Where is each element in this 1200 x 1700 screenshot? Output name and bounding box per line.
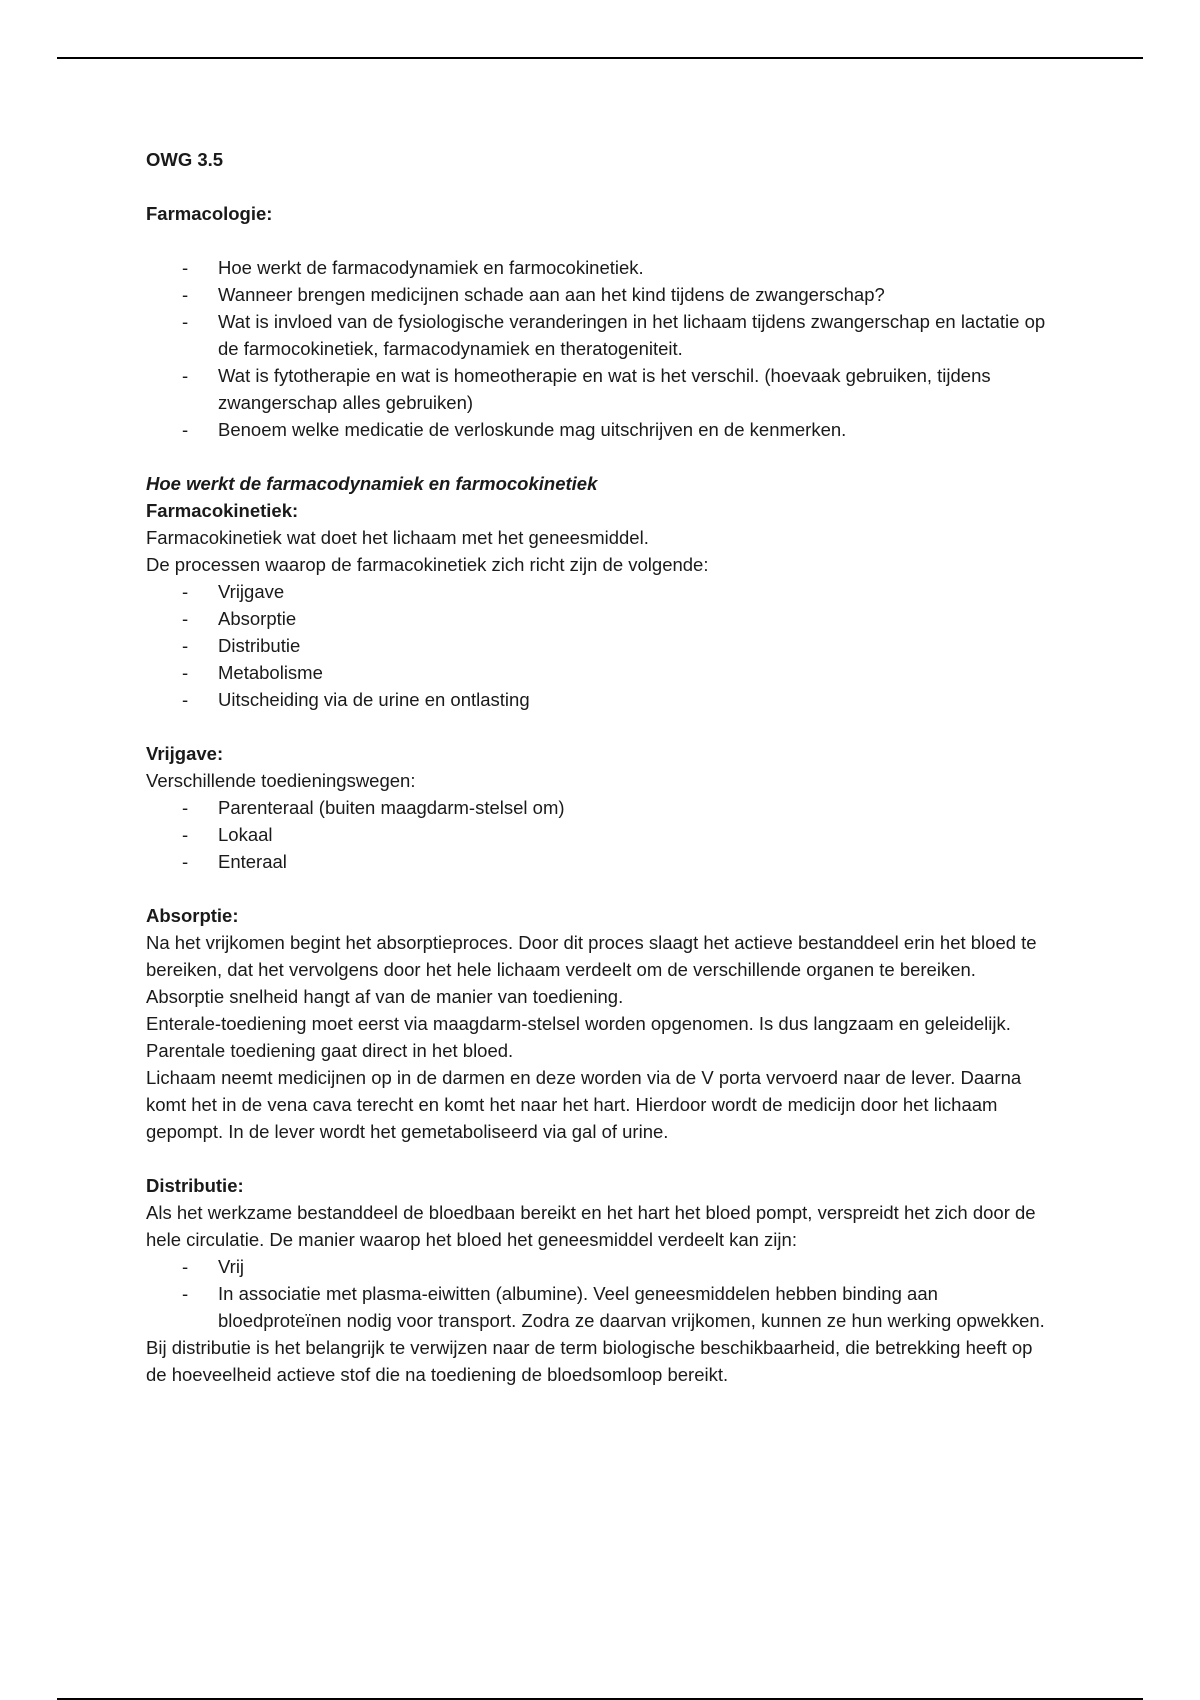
- paragraph: Absorptie snelheid hangt af van de manier van toediening.: [146, 986, 624, 1007]
- section-title: Hoe werkt de farmacodynamiek en farmocokinetiek: [146, 473, 598, 494]
- document-code: OWG 3.5: [146, 149, 224, 170]
- question-item: - Wat is fytotherapie en wat is homeotherapie en wat is het verschil. (hoevaak gebruiken, tijdens zwangerschap alles gebruiken): [146, 362, 1056, 416]
- paragraph: Bij distributie is het belangrijk te verwijzen naar de term biologische beschikbaarheid, die betrekking heeft op de hoeveelheid actieve stof die na toediening de bloedsomloop bereikt.: [146, 1337, 1033, 1385]
- route-item: - Lokaal: [146, 821, 1056, 848]
- question-item: - Benoem welke medicatie de verloskunde mag uitschrijven en de kenmerken.: [146, 416, 1056, 443]
- paragraph: Na het vrijkomen begint het absorptieproces. Door dit proces slaagt het actieve bestanddeel erin het bloed te bereiken, dat het vervolgens door het hele lichaam verdeelt om de verschillende organen te bereiken.: [146, 932, 1037, 980]
- farmacologie-heading: Farmacologie:: [146, 203, 273, 224]
- distribution-list: [146, 1253, 1056, 1334]
- process-item: - Vrijgave: [146, 578, 1056, 605]
- page-content: [146, 146, 1056, 1388]
- route-item: - Enteraal: [146, 848, 1056, 875]
- paragraph: Lichaam neemt medicijnen op in de darmen en deze worden via de V porta vervoerd naar de lever. Daarna komt het in de vena cava terecht en komt het naar het hart. Hierdoor wordt de medicijn door het lichaam gepompt. In de lever wordt het gemetaboliseerd via gal of urine.: [146, 1067, 1022, 1142]
- process-list: [146, 578, 1056, 713]
- paragraph: Enterale-toediening moet eerst via maagdarm-stelsel worden opgenomen. Is dus langzaam en geleidelijk. Parentale toediening gaat direct in het bloed.: [146, 1013, 1011, 1061]
- vrijgave-heading: Vrijgave:: [146, 743, 224, 764]
- question-item: - Wanneer brengen medicijnen schade aan aan het kind tijdens de zwangerschap?: [146, 281, 1056, 308]
- distribution-item: - In associatie met plasma-eiwitten (albumine). Veel geneesmiddelen hebben binding aan bloedproteïnen nodig voor transport. Zodra ze daarvan vrijkomen, kunnen ze hun werking opwekken.: [146, 1280, 1056, 1334]
- question-list: [146, 254, 1056, 443]
- paragraph: Verschillende toedieningswegen:: [146, 770, 416, 791]
- process-item: - Uitscheiding via de urine en ontlasting: [146, 686, 1056, 713]
- process-item: - Distributie: [146, 632, 1056, 659]
- route-item: - Parenteraal (buiten maagdarm-stelsel om): [146, 794, 1056, 821]
- process-item: - Metabolisme: [146, 659, 1056, 686]
- question-item: - Hoe werkt de farmacodynamiek en farmocokinetiek.: [146, 254, 1056, 281]
- distribution-item: - Vrij: [146, 1253, 1056, 1280]
- paragraph: Farmacokinetiek wat doet het lichaam met het geneesmiddel.: [146, 527, 649, 548]
- paragraph: De processen waarop de farmacokinetiek zich richt zijn de volgende:: [146, 554, 709, 575]
- route-list: [146, 794, 1056, 875]
- farmacokinetiek-heading: Farmacokinetiek:: [146, 500, 299, 521]
- distributie-heading: Distributie:: [146, 1175, 244, 1196]
- paragraph: Als het werkzame bestanddeel de bloedbaan bereikt en het hart het bloed pompt, verspreidt het zich door de hele circulatie. De manier waarop het bloed het geneesmiddel verdeelt kan zijn:: [146, 1202, 1036, 1250]
- question-item: - Wat is invloed van de fysiologische veranderingen in het lichaam tijdens zwangerschap en lactatie op de farmocokinetiek, farmacodynamiek en theratogeniteit.: [146, 308, 1056, 362]
- absorptie-heading: Absorptie:: [146, 905, 239, 926]
- process-item: - Absorptie: [146, 605, 1056, 632]
- header-rule: [57, 57, 1143, 59]
